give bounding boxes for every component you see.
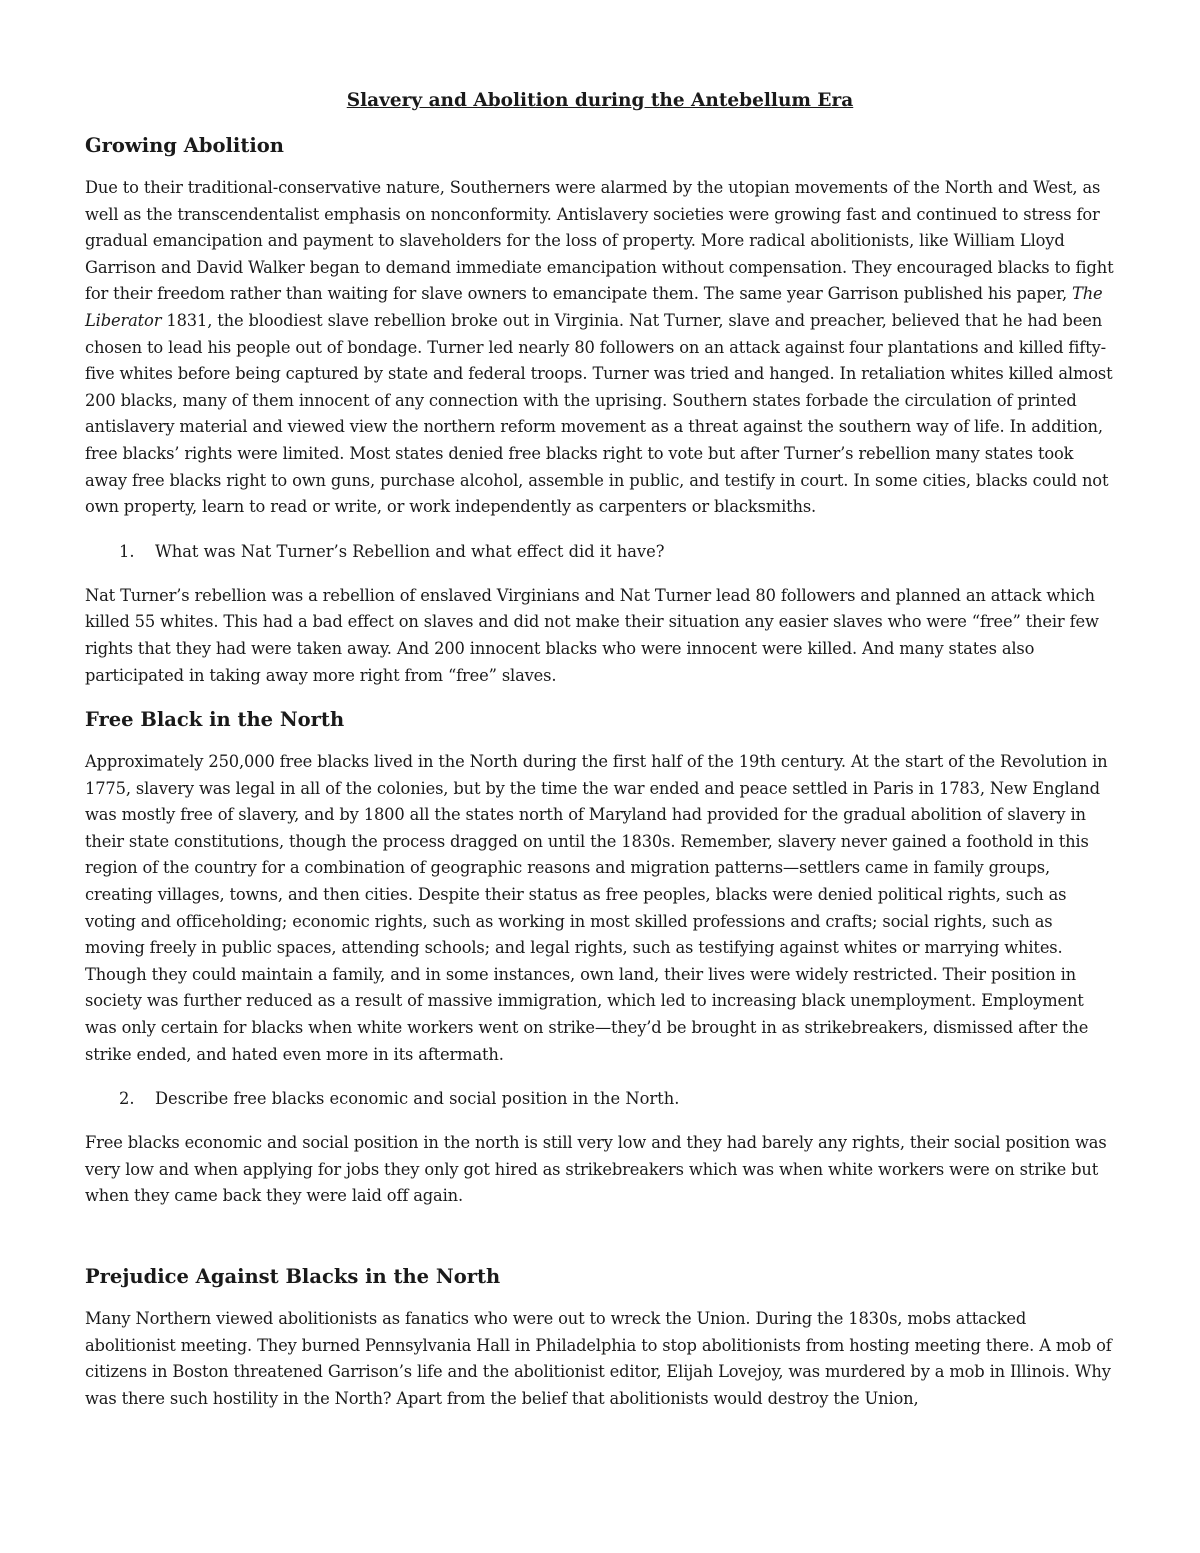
document-title: Slavery and Abolition during the Antebellum Era <box>346 90 854 111</box>
question-item <box>85 1086 1115 1112</box>
section-paragraph-prejudice: Many Northern viewed abolitionists as fanatics who were out to wreck the Union. During the 1830s, mobs attacked abolitionist meeting. They burned Pennsylvania Hall in Philadelphia to stop abolitionists from hosting meeting there. A mob of citizens in Boston threatened Garrison’s life and the abolitionist editor, Elijah Lovejoy, was murdered by a mob in Illinois. Why was there such hostility in the North? Apart from the belief that abolitionists would destroy the Union, <box>85 1309 1112 1408</box>
section-paragraph-growing-abolition <box>85 175 1115 521</box>
paragraph-text: 1831, the bloodiest slave rebellion broke out in Virginia. Nat Turner, slave and preacher, believed that he had been chosen to lead his people out of bondage. Turner led nearly 80 followers on an attack against four plantations and killed fifty-five whites before being captured by state and federal troops. Turner was tried and hanged. In retaliation whites killed almost 200 blacks, many of them innocent of any connection with the uprising. Southern states forbade the circulation of printed antislavery material and viewed view the northern reform movement as a threat against the southern way of life. In addition, free blacks’ rights were limited. Most states denied free blacks right to vote but after Turner’s rebellion many states took away free blacks right to own guns, purchase alcohol, assemble in public, and testify in court. In some cities, blacks could not own property, learn to read or write, or work independently as carpenters or blacksmiths. <box>85 310 1113 517</box>
question-list <box>85 1086 1115 1112</box>
answer-paragraph: Nat Turner’s rebellion was a rebellion of enslaved Virginians and Nat Turner lead 80 followers and planned an attack which killed 55 whites. This had a bad effect on slaves and did not make their situation any easier slaves who were “free” their few rights that they had were taken away. And 200 innocent blacks who were innocent were killed. And many states also participated in taking away more right from “free” slaves. <box>85 585 1099 685</box>
answer-paragraph: Free blacks economic and social position in the north is still very low and they had barely any rights, their social position was very low and when applying for jobs they only got hired as strikebreakers which was when white workers were on strike but when they came back they were laid off again. <box>85 1133 1107 1206</box>
question-number: 2. <box>119 1089 135 1109</box>
section-heading-prejudice: Prejudice Against Blacks in the North <box>85 1265 501 1288</box>
document-page <box>85 88 1115 1430</box>
section-heading-growing-abolition: Growing Abolition <box>85 134 284 157</box>
question-list <box>85 539 1115 565</box>
question-item <box>85 539 1115 565</box>
question-text: What was Nat Turner’s Rebellion and what effect did it have? <box>155 541 665 561</box>
question-text: Describe free blacks economic and social position in the North. <box>155 1089 680 1109</box>
blank-line <box>85 1228 1115 1264</box>
question-number: 1. <box>119 541 135 561</box>
paragraph-text: Due to their traditional-conservative nature, Southerners were alarmed by the utopian movements of the North and West, as well as the transcendentalist emphasis on nonconformity. Antislavery societies were growing fast and continued to stress for gradual emancipation and payment to slaveholders for the loss of property. More radical abolitionists, like William Lloyd Garrison and David Walker began to demand immediate emancipation without compensation. They encouraged blacks to fight for their freedom rather than waiting for slave owners to emancipate them. The same year Garrison published his paper, <box>85 178 1114 304</box>
section-paragraph-free-black: Approximately 250,000 free blacks lived in the North during the first half of the 19th century. At the start of the Revolution in 1775, slavery was legal in all of the colonies, but by the time the war ended and peace settled in Paris in 1783, New England was mostly free of slavery, and by 1800 all the states north of Maryland had provided for the gradual abolition of slavery in their state constitutions, though the process dragged on until the 1830s. Remember, slavery never gained a foothold in this region of the country for a combination of geographic reasons and migration patterns—settlers came in family groups, creating villages, towns, and then cities. Despite their status as free peoples, blacks were denied political rights, such as voting and officeholding; economic rights, such as working in most skilled professions and crafts; social rights, such as moving freely in public spaces, attending schools; and legal rights, such as testifying against whites or marrying whites. Though they could maintain a family, and in some instances, own land, their lives were widely restricted. Their position in society was further reduced as a result of massive immigration, which led to increasing black unemployment. Employment was only certain for blacks when white workers went on strike—they’d be brought in as strikebreakers, dismissed after the strike ended, and hated even more in its aftermath. <box>85 752 1108 1064</box>
section-heading-free-black: Free Black in the North <box>85 708 345 732</box>
work-title: The Liberator <box>85 284 1103 330</box>
